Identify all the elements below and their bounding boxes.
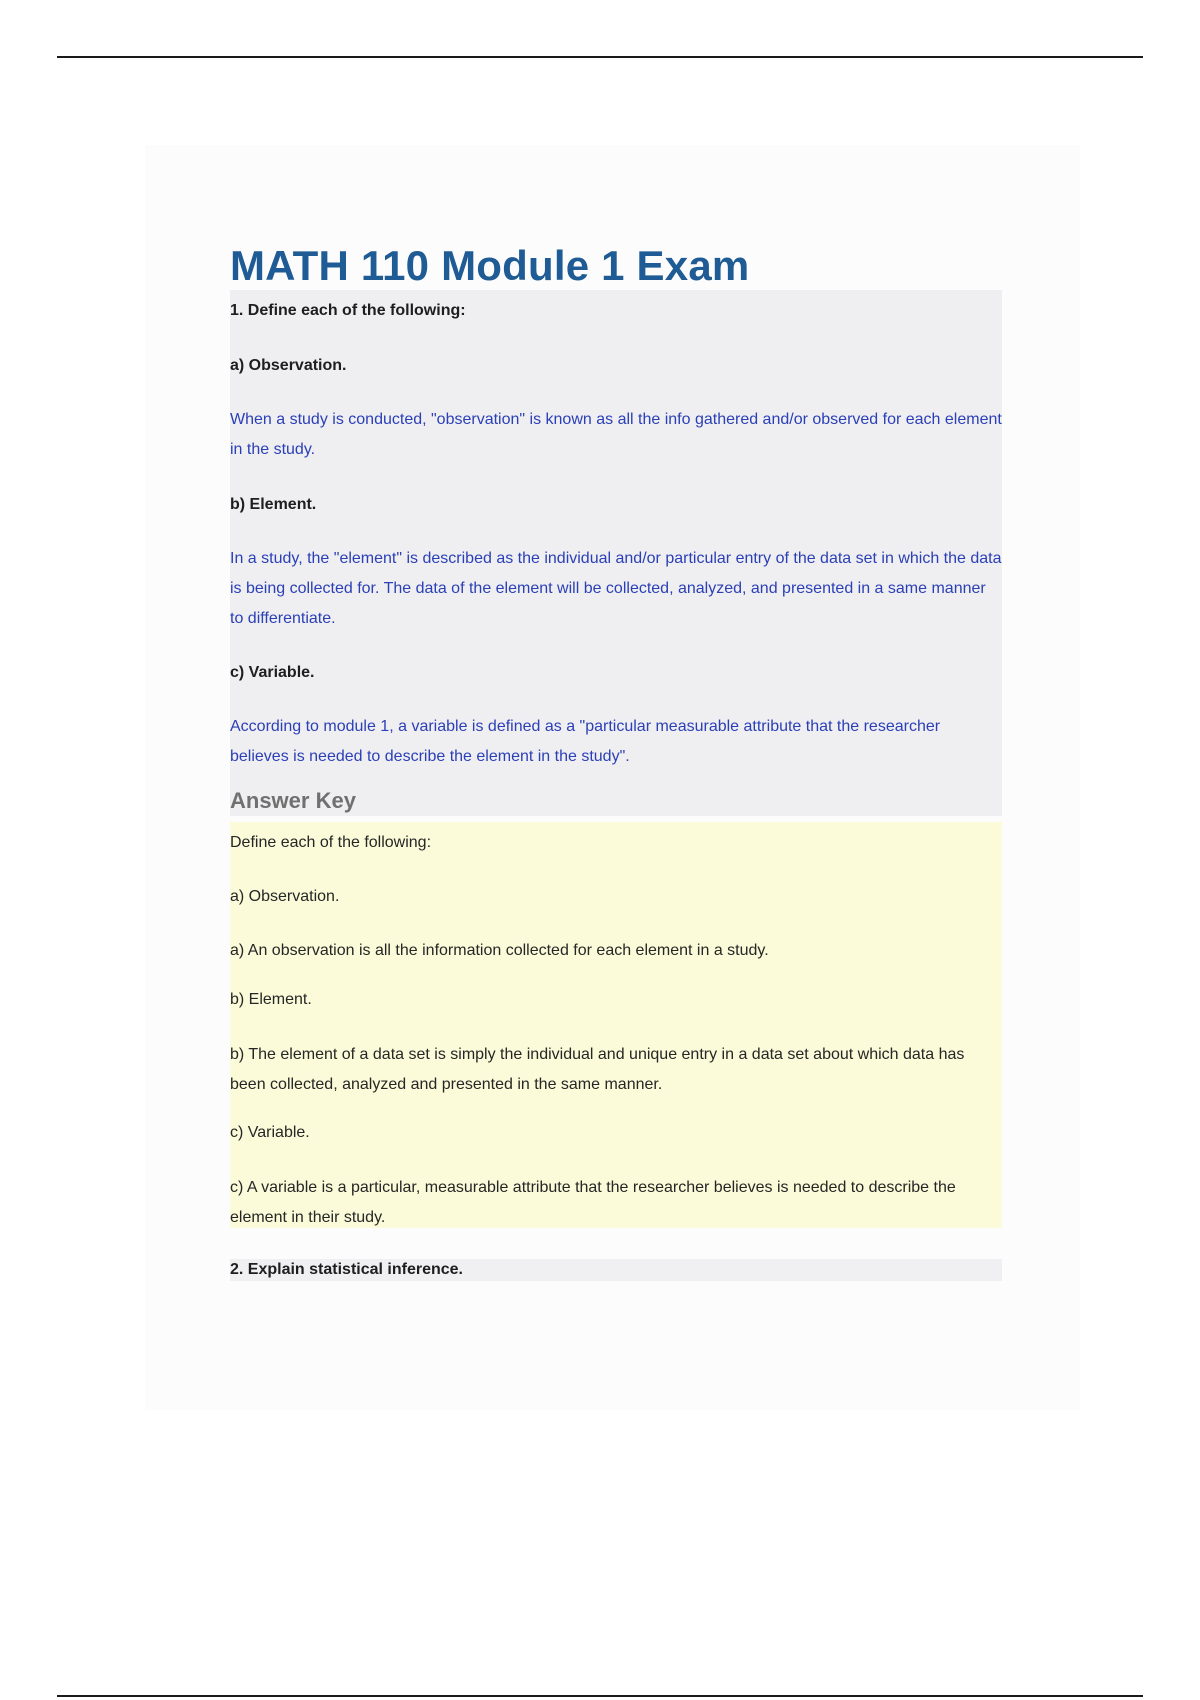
question-2-prompt: 2. Explain statistical inference. bbox=[230, 1261, 463, 1278]
answer-key-c-label: c) Variable. bbox=[230, 1124, 310, 1141]
answer-key-prompt: Define each of the following: bbox=[230, 834, 432, 851]
question-1b-response: In a study, the "element" is described as the individual and/or particular entry of the data set in which the data is being collected for. The data of the element will be collected, analyzed, and presented in a same manner to differentiate. bbox=[230, 550, 1002, 627]
page-title: MATH 110 Module 1 Exam bbox=[230, 242, 750, 289]
answer-key-a-answer: a) An observation is all the information collected for each element in a study. bbox=[230, 942, 769, 959]
question-1a-response: When a study is conducted, "observation" is known as all the info gathered and/or observed for each element in the study. bbox=[230, 411, 1002, 458]
question-1-prompt: 1. Define each of the following: bbox=[230, 302, 466, 319]
answer-key-a-label: a) Observation. bbox=[230, 888, 340, 905]
question-1c-label: c) Variable. bbox=[230, 664, 315, 681]
answer-key-b-answer: b) The element of a data set is simply the individual and unique entry in a data set about which data has been collected, analyzed and presented in the same manner. bbox=[230, 1046, 965, 1093]
bottom-rule bbox=[57, 1695, 1143, 1697]
answer-key-b-label: b) Element. bbox=[230, 991, 312, 1008]
question-1c-response: According to module 1, a variable is defined as a "particular measurable attribute that the researcher believes is needed to describe the element in the study". bbox=[230, 718, 941, 765]
answer-key-c-answer: c) A variable is a particular, measurable attribute that the researcher believes is needed to describe the element in their study. bbox=[230, 1179, 956, 1226]
answer-key-heading: Answer Key bbox=[230, 788, 356, 813]
question-1b-label: b) Element. bbox=[230, 496, 317, 513]
top-rule bbox=[57, 56, 1143, 58]
question-1a-label: a) Observation. bbox=[230, 357, 347, 374]
